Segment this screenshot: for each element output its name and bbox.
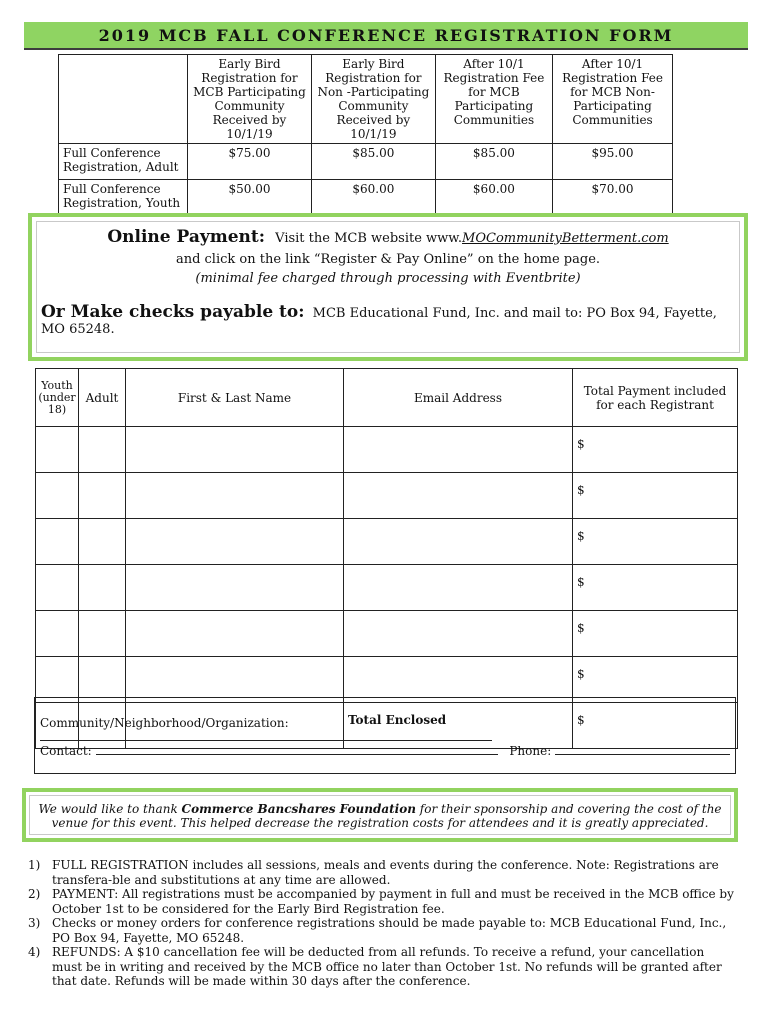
online-payment-text: Visit the MCB website www. [275, 231, 463, 246]
fee-cell: $70.00 [553, 180, 673, 216]
email-field[interactable] [344, 565, 573, 611]
payment-box [28, 213, 748, 361]
fee-row-label: Full Conference Registration, Adult [59, 144, 188, 180]
note-item: 2) PAYMENT: All registrations must be accompanied by payment in full and must be received in the MCB office by October 1st to be considered for the Early Bird Registration fee. [28, 887, 734, 916]
phone-label: Phone: [509, 744, 552, 758]
email-field[interactable] [344, 473, 573, 519]
name-header: First & Last Name [126, 369, 344, 427]
fee-cell: $85.00 [311, 144, 435, 180]
contact-row [40, 744, 730, 758]
fee-header: Early Bird Registration for Non -Participating Community Received by 10/1/19 [311, 55, 435, 144]
note-item: 1) FULL REGISTRATION includes all sessions, meals and events during the conference. Note: Registrations are transfera-ble and substitutions at any time are allowed. [28, 858, 719, 887]
fee-cell: $60.00 [311, 180, 435, 216]
email-header: Email Address [344, 369, 573, 427]
thanks-box [22, 788, 738, 842]
adult-checkbox[interactable] [79, 611, 126, 657]
name-field[interactable] [126, 519, 344, 565]
registrant-row [36, 427, 738, 473]
fee-header: After 10/1 Registration Fee for MCB Non-Participating Communities [553, 55, 673, 144]
organization-label: Community/Neighborhood/Organization: [40, 716, 289, 730]
registrant-table [35, 368, 738, 749]
payment-field[interactable]: $ [573, 565, 738, 611]
name-field[interactable] [126, 657, 344, 703]
fee-cell: $95.00 [553, 144, 673, 180]
fee-cell: $85.00 [435, 144, 552, 180]
fee-cell: $60.00 [435, 180, 552, 216]
payment-field[interactable]: $ [573, 657, 738, 703]
check-text: MCB Educational Fund, Inc. and mail to: PO Box 94, Fayette, MO 65248. [41, 306, 717, 337]
registrant-row [36, 611, 738, 657]
adult-checkbox[interactable] [79, 427, 126, 473]
phone-field[interactable] [555, 754, 730, 755]
website-link[interactable]: MOCommunityBetterment.com [462, 231, 669, 246]
name-field[interactable] [126, 427, 344, 473]
name-field[interactable] [126, 565, 344, 611]
fee-header: After 10/1 Registration Fee for MCB Participating Communities [435, 55, 552, 144]
total-enclosed-label: Total Enclosed [344, 703, 573, 749]
note-item: 3) Checks or money orders for conference registrations should be made payable to: MCB Educational Fund, Inc., PO Box 94, Fayette, MO 65248. [28, 916, 727, 945]
note-item: 4) REFUNDS: A $10 cancellation fee will be deducted from all refunds. To receive a refund, your cancellation must be in writing and received by the MCB office no later than October 1st. No refunds will be granted after that date. Refunds will be made within 30 days after the conference. [28, 945, 722, 988]
fee-header: Early Bird Registration for MCB Participating Community Received by 10/1/19 [188, 55, 312, 144]
fee-note: (minimal fee charged through processing with Eventbrite) [195, 271, 581, 286]
thanks-line-1: We would like to thank Commerce Bancshares Foundation for their sponsorship and covering the cost of the [38, 802, 722, 816]
youth-checkbox[interactable] [36, 519, 79, 565]
fee-cell: $50.00 [188, 180, 312, 216]
payment-field[interactable]: $ [573, 427, 738, 473]
fee-table-corner [59, 55, 188, 144]
registrant-row [36, 657, 738, 703]
online-payment-line [37, 227, 739, 247]
organization-field[interactable] [40, 740, 492, 741]
registrant-row [36, 473, 738, 519]
link-instruction: and click on the link “Register & Pay Online” on the home page. [175, 252, 601, 267]
name-field[interactable] [126, 611, 344, 657]
payment-field[interactable]: $ [573, 611, 738, 657]
fee-table [58, 54, 673, 216]
fee-row [59, 180, 673, 216]
check-heading: Or Make checks payable to: [41, 302, 305, 322]
adult-checkbox[interactable] [79, 519, 126, 565]
payment-field[interactable]: $ [573, 473, 738, 519]
adult-header: Adult [79, 369, 126, 427]
youth-checkbox[interactable] [36, 473, 79, 519]
registrant-row [36, 565, 738, 611]
adult-checkbox[interactable] [79, 657, 126, 703]
organization-row [40, 716, 735, 744]
youth-checkbox[interactable] [36, 611, 79, 657]
name-field[interactable] [126, 473, 344, 519]
youth-checkbox[interactable] [36, 565, 79, 611]
fee-cell: $75.00 [188, 144, 312, 180]
adult-checkbox[interactable] [79, 473, 126, 519]
email-field[interactable] [344, 519, 573, 565]
contact-field[interactable] [96, 754, 498, 755]
email-field[interactable] [344, 611, 573, 657]
sponsor-name: Commerce Bancshares Foundation [181, 802, 416, 816]
online-payment-heading: Online Payment: [107, 227, 266, 247]
fee-row-label: Full Conference Registration, Youth [59, 180, 188, 216]
email-field[interactable] [344, 657, 573, 703]
contact-section [34, 697, 736, 774]
form-title: 2019 MCB FALL CONFERENCE REGISTRATION FORM [24, 22, 748, 50]
adult-checkbox[interactable] [79, 565, 126, 611]
total-enclosed-field[interactable]: $ [573, 703, 738, 749]
thanks-line-2: venue for this event. This helped decrease the registration costs for attendees and it is greatly appreciated. [51, 816, 709, 830]
contact-label: Contact: [40, 744, 92, 758]
registrant-row [36, 519, 738, 565]
payment-field[interactable]: $ [573, 519, 738, 565]
total-header: Total Payment included for each Registrant [573, 369, 738, 427]
youth-checkbox[interactable] [36, 657, 79, 703]
email-field[interactable] [344, 427, 573, 473]
fee-row [59, 144, 673, 180]
notes-list [28, 858, 738, 989]
youth-checkbox[interactable] [36, 427, 79, 473]
check-payment-line [41, 302, 743, 337]
youth-header: Youth (under 18) [36, 369, 79, 427]
